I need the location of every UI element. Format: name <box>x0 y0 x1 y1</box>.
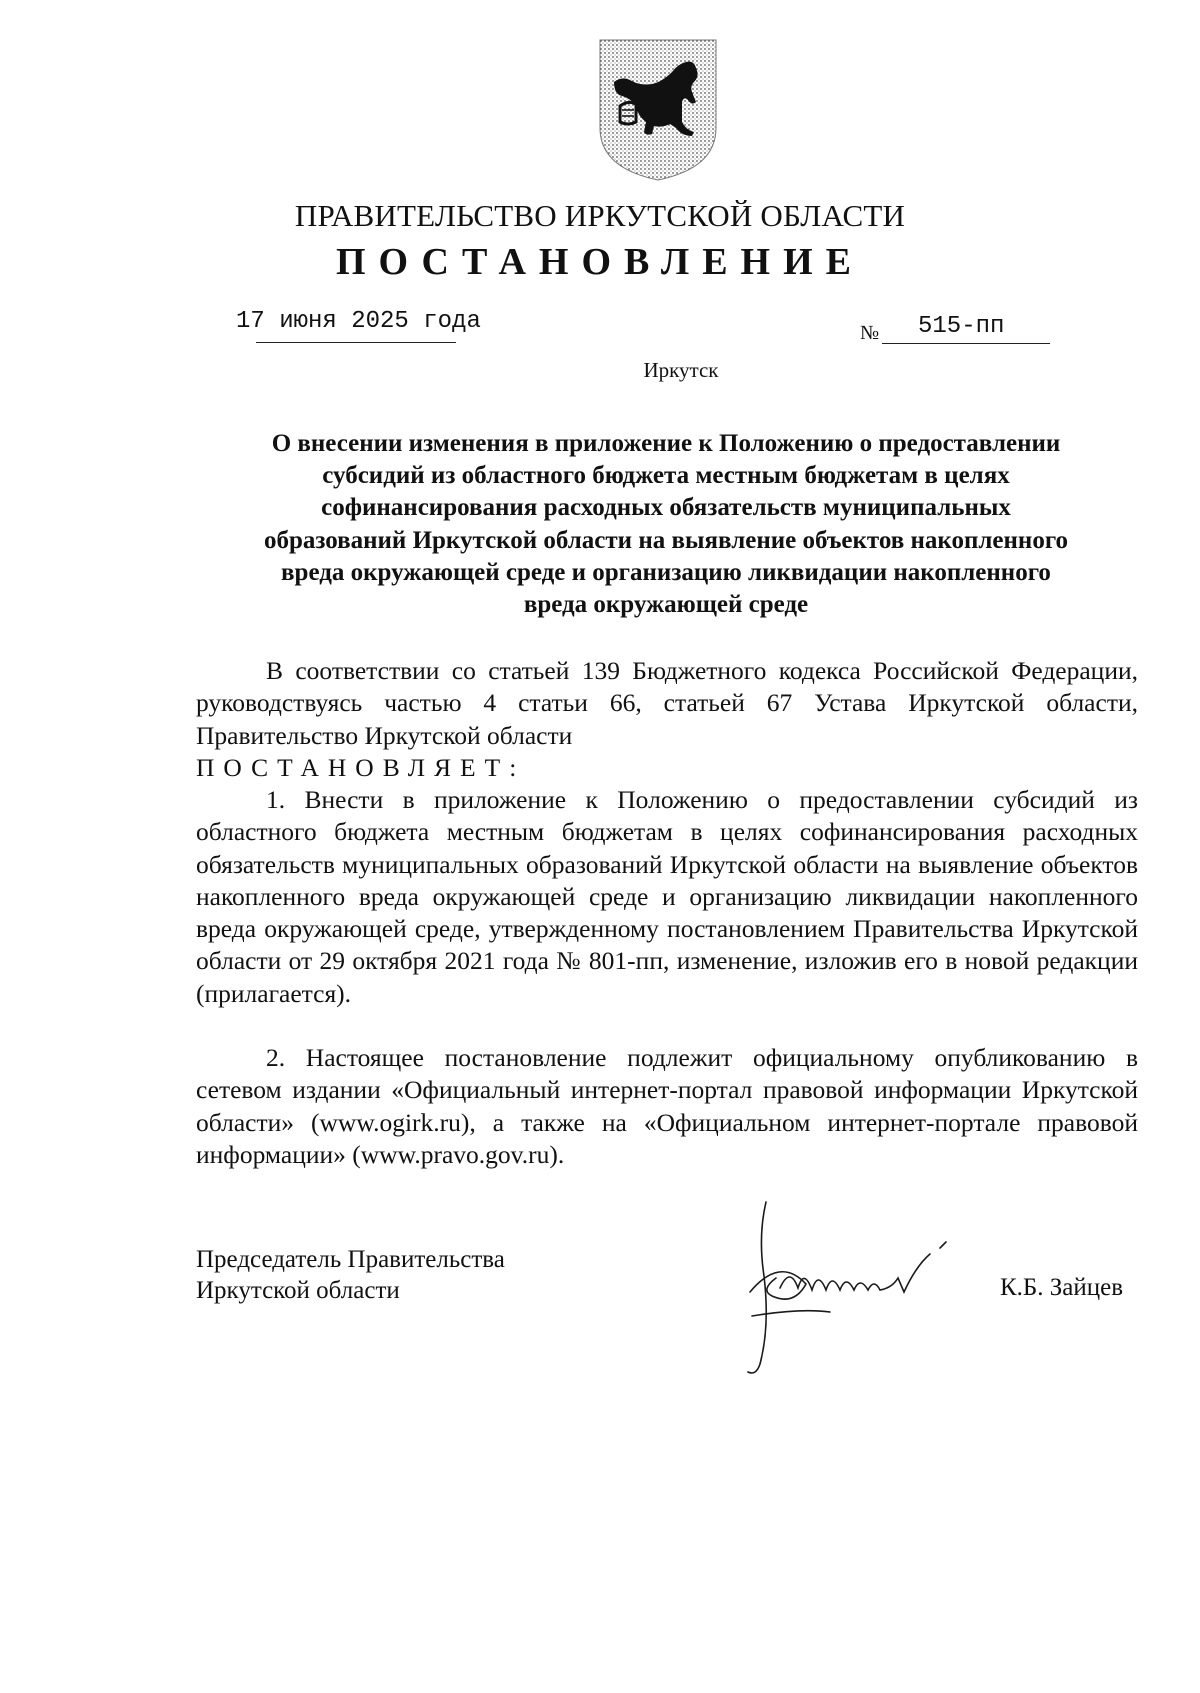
intro-paragraph: В соответствии со статьей 139 Бюджетного кодекса Российской Федерации, руководствуясь частью 4 статьи 66, статьей 67 Устава Иркутской области, Правительство Иркутской области <box>196 656 1138 750</box>
title-line: софинансирования расходных обязательств муниципальных <box>321 494 1011 522</box>
title-line: образований Иркутской области на выявление объектов накопленного <box>263 526 1069 554</box>
point-1-paragraph: 1. Внести в приложение к Положению о предоставлении субсидий из областного бюджета местным бюджетам в целях софинансирования расходных обязательств муниципальных образований Иркутской области на выявление объектов накопленного вреда окружающей среде и организацию ликвидации накопленного вреда окружающей среде, утвержденному постановлением Правительства Иркутской области от 29 октября 2021 года № 801-пп, изменение, изложив его в новой редакции (прилагается). <box>196 785 1138 1008</box>
position-line: Иркутской области <box>196 1277 400 1304</box>
signatory-position <box>196 1244 505 1306</box>
date-underline <box>256 342 456 343</box>
signatory-name: К.Б. Зайцев <box>1000 1274 1124 1301</box>
organization-name: ПРАВИТЕЛЬСТВО ИРКУТСКОЙ ОБЛАСТИ <box>294 198 906 233</box>
emblem-icon <box>596 36 720 182</box>
title-line: О внесении изменения в приложение к Положению о предоставлении <box>271 430 1061 457</box>
issue-city: Иркутск <box>643 358 719 382</box>
document-number: 515-пп <box>918 313 1005 340</box>
document-title <box>200 428 1132 621</box>
decree-word: ПОСТАНОВЛЯЕТ: <box>196 753 526 782</box>
number-underline <box>882 343 1050 344</box>
title-line: вреда окружающей среде <box>523 591 809 619</box>
point-2-paragraph: 2. Настоящее постановление подлежит официальному опубликованию в сетевом издании «Официальный интернет-портал правовой информации Иркутской области» (www.ogirk.ru), а также на «Официальном интернет-портале правовой информации» (www.pravo.gov.ru). <box>196 1043 1138 1169</box>
title-line: субсидий из областного бюджета местным бюджетам в целях <box>322 462 1010 490</box>
document-date: 17 июня 2025 года <box>236 308 481 335</box>
document-type: ПОСТАНОВЛЕНИЕ <box>335 241 865 283</box>
number-sign: № <box>860 322 880 344</box>
signature-icon <box>720 1196 990 1381</box>
position-line: Председатель Правительства <box>196 1246 505 1273</box>
title-line: вреда окружающей среде и организацию ликвидации накопленного <box>281 558 1051 586</box>
